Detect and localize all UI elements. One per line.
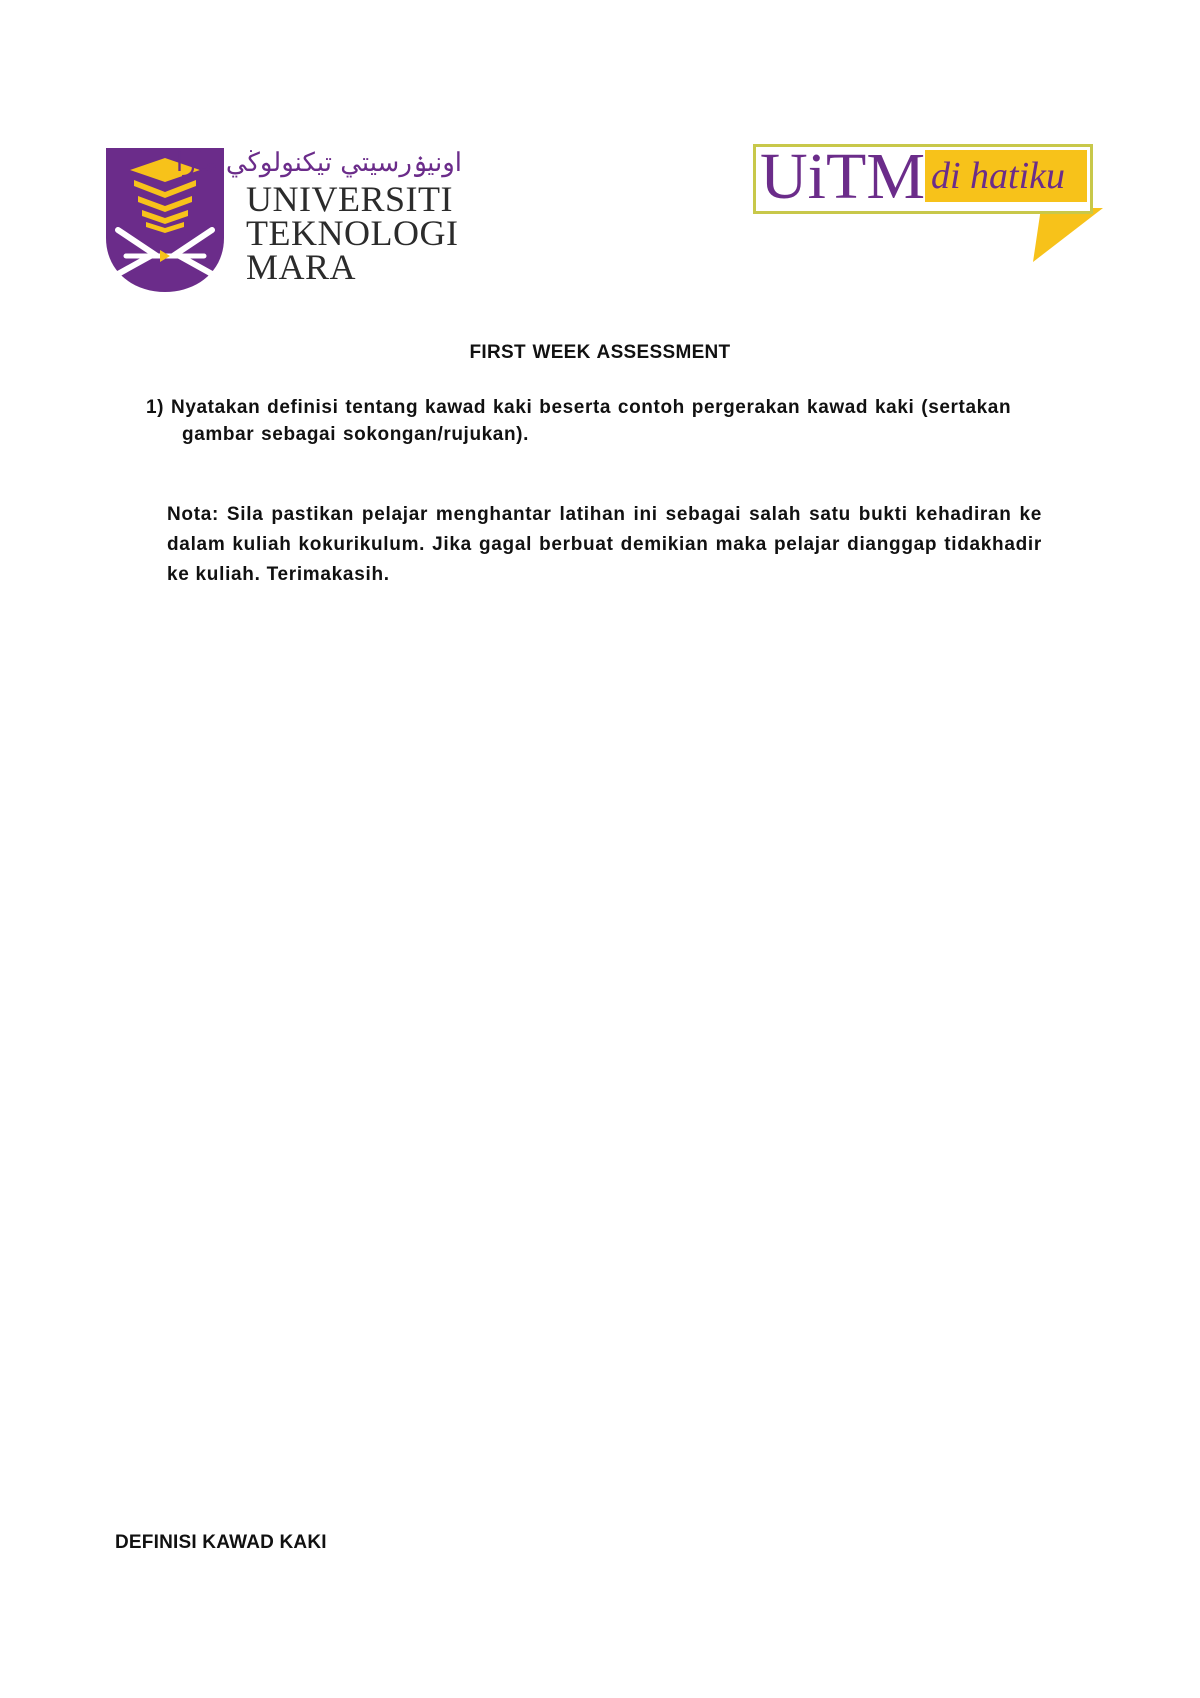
uitm-jawi-script: اونيۏرسيتي تيكنولوڬي مارا [175,148,462,178]
section-heading: DEFINISI KAWAD KAKI [115,1532,327,1553]
question-line-1 [146,394,1096,421]
slogan-tagline: di hatiku [931,155,1066,197]
speech-bubble-tail-icon [1023,208,1103,262]
question-text-line-1: Nyatakan definisi tentang kawad kaki beserta contoh pergerakan kawad kaki (sertakan [171,397,1012,418]
uitm-logo [104,146,464,296]
note-paragraph: Nota: Sila pastikan pelajar menghantar latihan ini sebagai salah satu bukti kehadiran ke dalam kuliah kokurikulum. Jika gagal berbuat demikian maka pelajar dianggap tidakhadir ke kuliah. Terimakasih. [167,504,1042,585]
question-1 [146,394,1096,448]
uitm-wordmark-line-2: TEKNOLOGI [246,213,459,253]
document-title: FIRST WEEK ASSESSMENT [469,342,731,363]
uitm-wordmark-line-1: UNIVERSITI [246,179,453,219]
uitm-wordmark-line-3: MARA [246,247,357,287]
uitm-di-hatiku-logo [753,140,1103,262]
uitm-wordmark [246,179,459,287]
slogan-brand: UiTM [760,140,925,213]
slogan-tagline-band [925,150,1087,202]
question-text-line-2: gambar sebagai sokongan/rujukan). [182,424,529,445]
question-number: 1) [146,397,165,418]
